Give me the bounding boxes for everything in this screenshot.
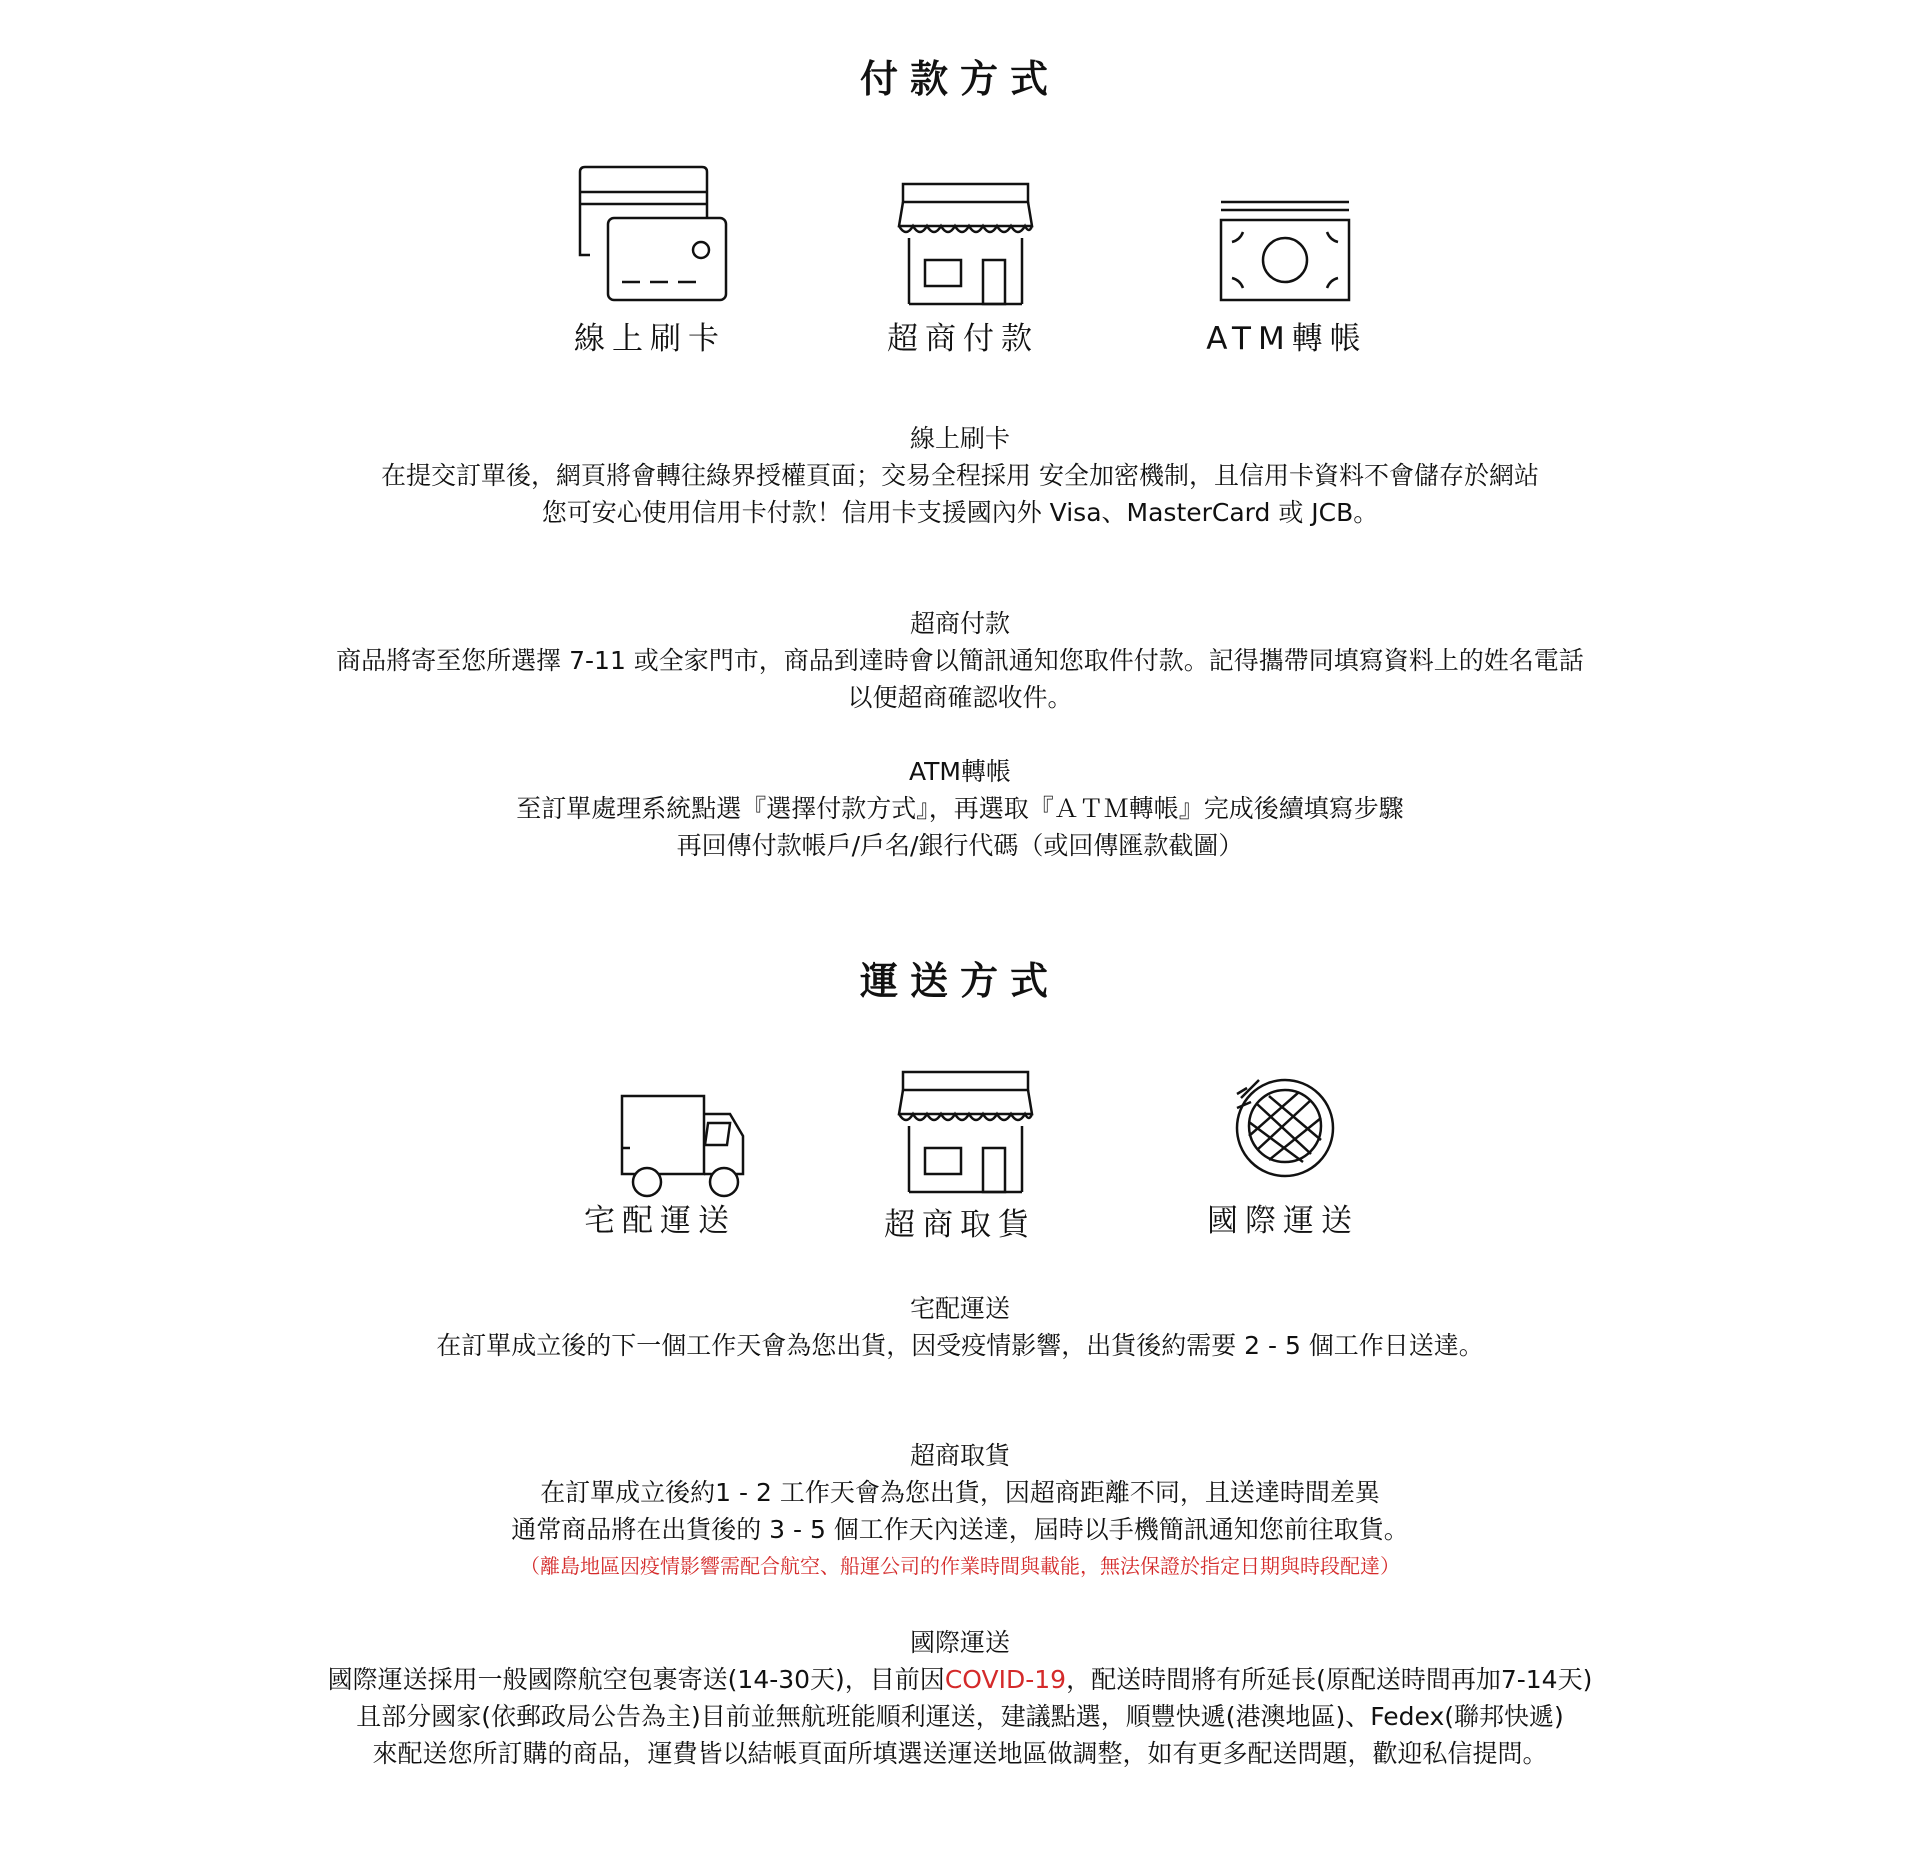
detail-heading: 超商付款 xyxy=(909,609,1010,638)
shipping-method-label-0: 宅配運送 xyxy=(584,1203,736,1239)
detail-text xyxy=(0,1661,1920,1698)
shipping-detail-store-pickup xyxy=(0,1437,1920,1584)
payment-detail-credit-card xyxy=(0,420,1920,531)
payment-method-atm xyxy=(1155,194,1415,309)
detail-text-part: 國際運送採用一般國際航空包裹寄送(14-30天)，目前因 xyxy=(327,1665,945,1694)
detail-text: 在訂單成立後約1 - 2 工作天會為您出貨，因超商距離不同，且送達時間差異 xyxy=(540,1478,1380,1507)
shipping-detail-home-delivery xyxy=(0,1290,1920,1364)
payment-method-convenience-store xyxy=(838,176,1098,311)
storefront-icon xyxy=(893,176,1043,311)
shipping-method-home-delivery xyxy=(535,1088,795,1198)
credit-card-icon xyxy=(570,160,730,310)
detail-heading: 宅配運送 xyxy=(909,1294,1010,1323)
globe-icon xyxy=(1207,1058,1357,1188)
shipping-method-label-2: 國際運送 xyxy=(1207,1203,1359,1239)
detail-text: 再回傳付款帳戶/戶名/銀行代碼（或回傳匯款截圖） xyxy=(676,831,1244,860)
detail-heading: 線上刷卡 xyxy=(909,424,1010,453)
detail-heading: 國際運送 xyxy=(909,1628,1010,1657)
detail-text-part: ，配送時間將有所延長(原配送時間再加7-14天) xyxy=(1066,1665,1593,1694)
detail-text: 您可安心使用信用卡付款！信用卡支援國內外 Visa、MasterCard 或 JCB。 xyxy=(541,498,1379,527)
banknote-icon xyxy=(1210,194,1360,309)
detail-text: 商品將寄至您所選擇 7-11 或全家門市，商品到達時會以簡訊通知您取件付款。記得攜帶同填寫資料上的姓名電話 xyxy=(336,646,1584,675)
storefront-icon xyxy=(893,1064,1043,1199)
payment-method-label-2: ATM轉帳 xyxy=(1206,321,1368,357)
detail-text: 在訂單成立後的下一個工作天會為您出貨，因受疫情影響，出貨後約需要 2 - 5 個工作日送達。 xyxy=(436,1331,1484,1360)
detail-heading: 超商取貨 xyxy=(909,1441,1010,1470)
detail-text: 在提交訂單後，網頁將會轉往綠界授權頁面；交易全程採用 安全加密機制，且信用卡資料不會儲存於網站 xyxy=(381,461,1539,490)
detail-text: 來配送您所訂購的商品，運費皆以結帳頁面所填選送運送地區做調整，如有更多配送問題，歡迎私信提問。 xyxy=(372,1739,1548,1768)
shipping-method-international xyxy=(1152,1058,1412,1188)
shipping-detail-international xyxy=(0,1624,1920,1772)
detail-text: 以便超商確認收件。 xyxy=(847,683,1073,712)
payment-method-label-1: 超商付款 xyxy=(887,321,1039,357)
covid-highlight: COVID-19 xyxy=(944,1665,1067,1694)
delivery-truck-icon xyxy=(585,1088,745,1198)
shipping-section-title: 運送方式 xyxy=(859,959,1060,1003)
detail-text: 且部分國家(依郵政局公告為主)目前並無航班能順利運送，建議點選，順豐快遞(港澳地區)、Fedex(聯邦快遞) xyxy=(356,1702,1564,1731)
payment-detail-convenience-store xyxy=(0,605,1920,716)
payment-method-credit-card xyxy=(520,160,780,310)
shipping-method-store-pickup xyxy=(838,1064,1098,1199)
payment-detail-atm xyxy=(0,753,1920,864)
payment-method-label-0: 線上刷卡 xyxy=(574,321,726,357)
detail-heading: ATM轉帳 xyxy=(908,757,1011,786)
detail-text: 至訂單處理系統點選『選擇付款方式』，再選取『ＡＴＭ轉帳』完成後續填寫步驟 xyxy=(516,794,1404,823)
shipping-delay-note: （離島地區因疫情影響需配合航空、船運公司的作業時間與載能，無法保證於指定日期與時段配達） xyxy=(520,1554,1400,1578)
payment-section-title: 付款方式 xyxy=(859,57,1060,101)
detail-text: 通常商品將在出貨後的 3 - 5 個工作天內送達，屆時以手機簡訊通知您前往取貨。 xyxy=(511,1515,1409,1544)
shipping-method-label-1: 超商取貨 xyxy=(884,1207,1036,1243)
